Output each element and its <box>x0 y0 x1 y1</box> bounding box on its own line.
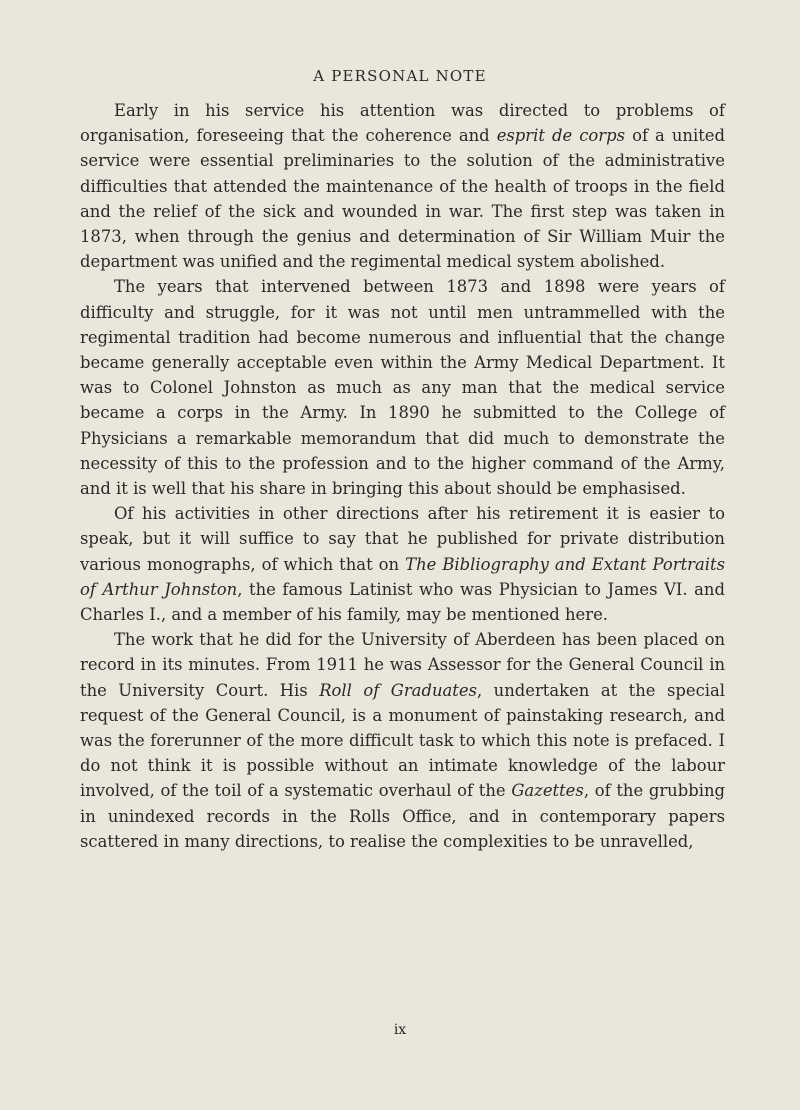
paragraph-4 <box>80 627 725 854</box>
paragraph-1-italic-esprit: esprit de corps <box>496 126 626 146</box>
paragraph-4-italic-roll: Roll of Graduates <box>319 680 477 700</box>
paragraph-3 <box>80 501 725 627</box>
body-text <box>80 98 725 854</box>
paragraph-3-italic-title: The Bibliography and Extant Portraits of Arthur Johnston <box>80 554 726 599</box>
paragraph-4-text-a: The work that he did for the University of Aberdeen has been placed on record in its minutes. From 1911 he was Assessor for the General Council in the University Court. His <box>80 630 725 700</box>
paragraph-4-text-b: , undertaken at the special request of the General Council, is a monument of painstaking research, and was the forerunner of the more difficult task to which this note is prefaced. I do not think it is possible without an intimate knowledge of the labour involved, of the toil of a systematic overhaul of the <box>80 680 726 801</box>
paragraph-4-text-c: , of the grubbing in unindexed records in the Rolls Office, and in contemporary papers scattered in many directions, to realise the complexities to be unravelled, <box>80 781 725 851</box>
paragraph-3-text-b: , the famous Latinist who was Physician to James VI. and Charles I., and a member of his family, may be mentioned here. <box>80 579 725 625</box>
paragraph-3-text-a: Of his activities in other directions after his retirement it is easier to speak, but it will suffice to say that he published for private distribution various monographs, of which that on <box>80 504 725 574</box>
paragraph-1 <box>80 98 725 274</box>
paragraph-2 <box>80 274 725 501</box>
page-number: ix <box>393 1022 407 1038</box>
paragraph-4-italic-gazettes: Gazettes <box>511 781 584 801</box>
running-head: A PERSONAL NOTE <box>313 67 487 85</box>
paragraph-1-text-a: Early in his service his attention was directed to problems of organisation, foreseeing that the coherence and <box>80 101 725 146</box>
paragraph-1-text-b: of a united service were essential preliminaries to the solution of the administrative difficulties that attended the maintenance of the health of troops in the field and the relief of the sick and wounded in war. The first step was taken in 1873, when through the genius and determination of Sir William Muir the department was unified and the regimental medical system abolished. <box>80 126 725 272</box>
paragraph-2-text: The years that intervened between 1873 and 1898 were years of difficulty and struggle, for it was not until men untrammelled with the regimental tradition had become numerous and influential that the change became generally acceptable even within the Army Medical Department. It was to Colonel Johnston as much as any man that the medical service became a corps in the Army. In 1890 he submitted to the College of Physicians a remarkable memorandum that did much to demonstrate the necessity of this to the profession and to the higher command of the Army, and it is well that his share in bringing this about should be emphasised. <box>80 277 725 499</box>
